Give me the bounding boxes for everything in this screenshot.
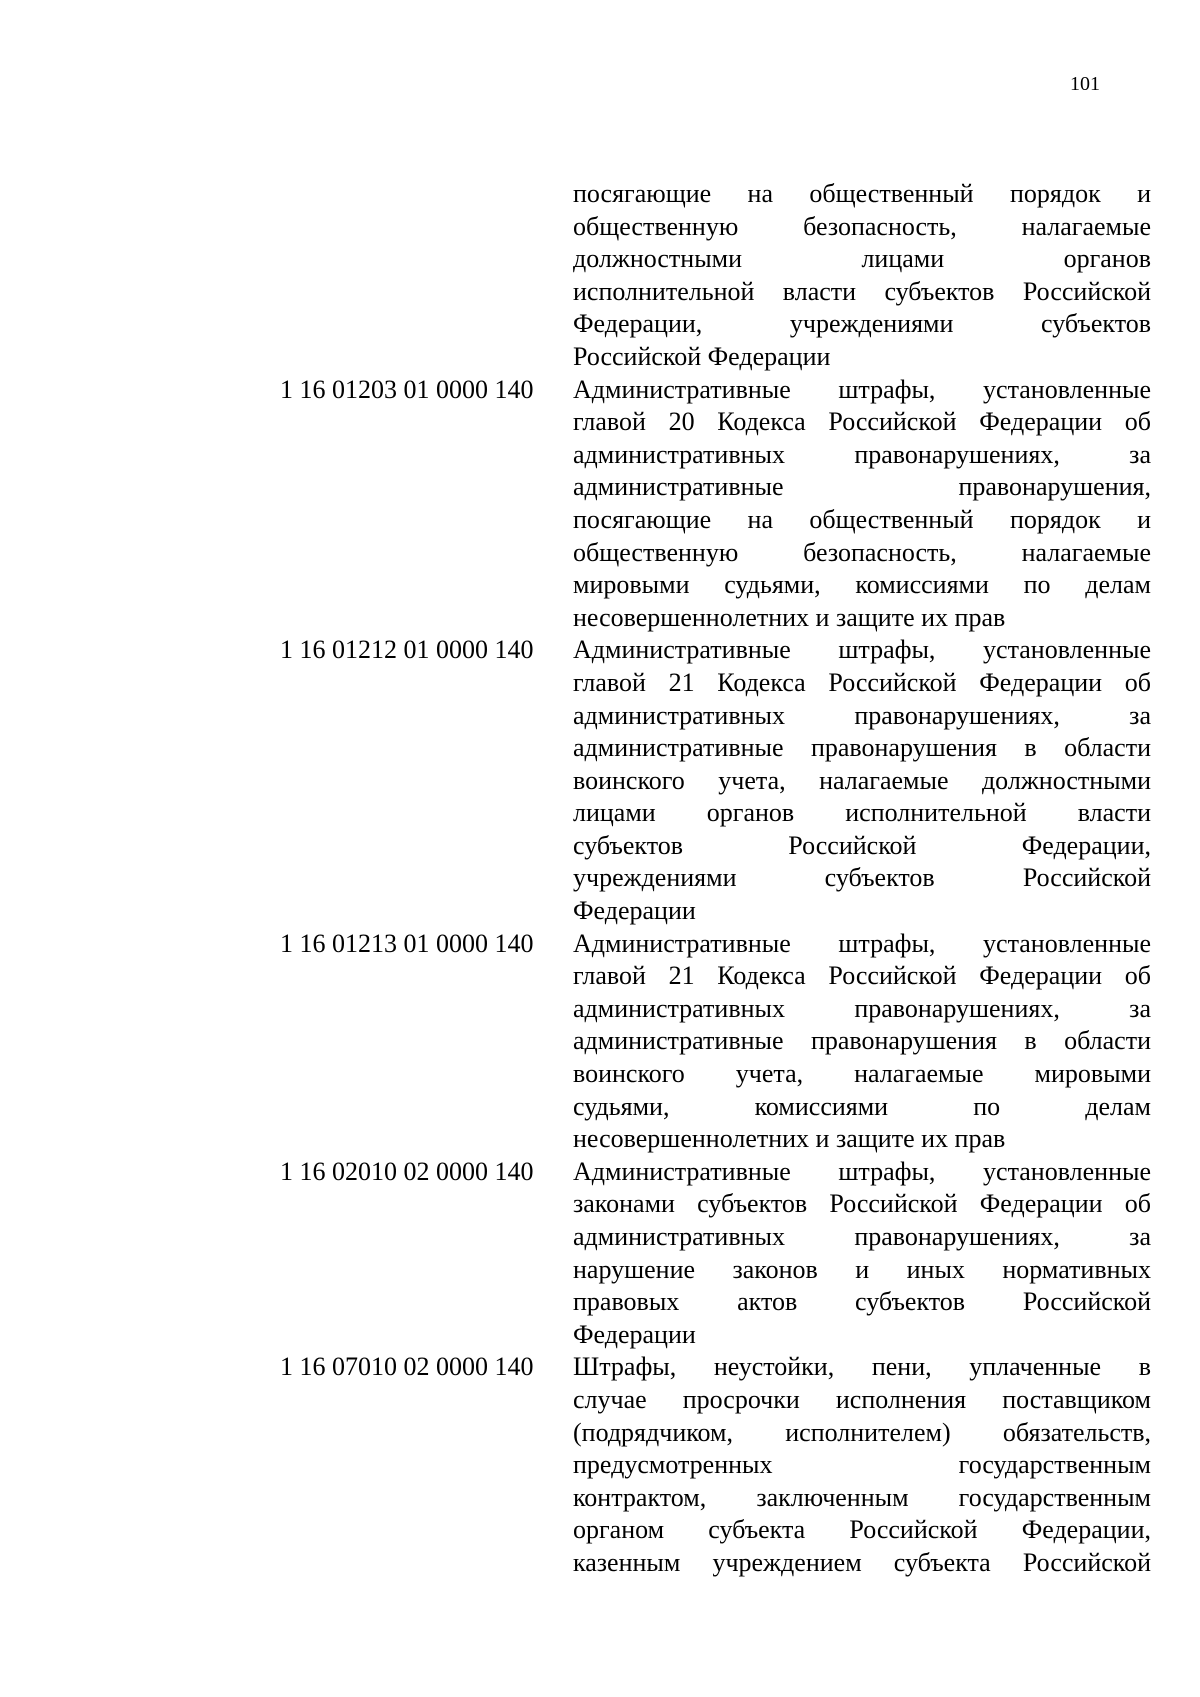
description-line: должностными лицами органов [573, 244, 1151, 274]
description-line: воинского учета, налагаемые должностными [573, 765, 1151, 795]
description-line: органом субъекта Российской Федерации, [573, 1515, 1151, 1545]
description-line: законами субъектов Российской Федерации об [573, 1189, 1151, 1219]
description-line: субъектов Российской Федерации, [573, 830, 1151, 860]
table-row [280, 374, 1160, 635]
row-code: 1 16 02010 02 0000 140 [280, 1156, 534, 1186]
description-line: административных правонарушениях, за [573, 993, 1151, 1023]
description-line: Российской Федерации [573, 341, 831, 371]
description-line: административных правонарушениях, за [573, 700, 1151, 730]
description-line: (подрядчиком, исполнителем) обязательств, [573, 1417, 1151, 1447]
table-row [280, 928, 1160, 1156]
description-line: контрактом, заключенным государственным [573, 1482, 1151, 1512]
description-line: казенным учреждением субъекта Российской [573, 1547, 1151, 1577]
row-description [573, 1351, 1151, 1579]
row-description [573, 634, 1151, 927]
row-code: 1 16 07010 02 0000 140 [280, 1352, 534, 1382]
row-description [573, 1156, 1151, 1352]
description-line: Административные штрафы, установленные [573, 374, 1151, 404]
description-line: случае просрочки исполнения поставщиком [573, 1384, 1151, 1414]
description-line: Штрафы, неустойки, пени, уплаченные в [573, 1352, 1151, 1382]
description-line: лицами органов исполнительной власти [573, 798, 1151, 828]
row-code: 1 16 01212 01 0000 140 [280, 635, 534, 665]
description-line: общественную безопасность, налагаемые [573, 211, 1151, 241]
description-line: Федерации [573, 1319, 696, 1349]
description-line: посягающие на общественный порядок и [573, 179, 1151, 208]
description-line: предусмотренных государственным [573, 1450, 1151, 1480]
description-line: административные правонарушения, [573, 472, 1151, 502]
table-row [280, 178, 1160, 374]
description-line: Административные штрафы, установленные [573, 928, 1151, 958]
description-line: административных правонарушениях, за [573, 439, 1151, 469]
classification-table [280, 178, 1160, 1580]
description-line: воинского учета, налагаемые мировыми [573, 1059, 1151, 1089]
description-line: исполнительной власти субъектов Российской [573, 276, 1151, 306]
row-description [573, 374, 1151, 635]
description-line: главой 21 Кодекса Российской Федерации об [573, 667, 1151, 697]
table-row [280, 634, 1160, 927]
page-number: 101 [1070, 73, 1100, 95]
description-line: несовершеннолетних и защите их прав [573, 602, 1006, 632]
description-line: административных правонарушениях, за [573, 1222, 1151, 1251]
description-line: Административные штрафы, установленные [573, 1156, 1151, 1186]
description-line: посягающие на общественный порядок и [573, 504, 1151, 534]
description-line: Административные штрафы, установленные [573, 635, 1151, 665]
description-line: учреждениями субъектов Российской [573, 863, 1151, 893]
table-row [280, 1156, 1160, 1352]
description-line: общественную безопасность, налагаемые [573, 537, 1151, 567]
description-line: административные правонарушения в области [573, 1026, 1151, 1056]
description-line: несовершеннолетних и защите их прав [573, 1124, 1006, 1154]
description-line: судьями, комиссиями по делам [573, 1091, 1151, 1121]
description-line: главой 20 Кодекса Российской Федерации об [573, 407, 1151, 437]
description-line: главой 21 Кодекса Российской Федерации об [573, 961, 1151, 991]
description-line: Федерации [573, 896, 696, 926]
description-line: правовых актов субъектов Российской [573, 1287, 1151, 1317]
description-line: нарушение законов и иных нормативных [573, 1254, 1151, 1284]
row-code: 1 16 01213 01 0000 140 [280, 928, 534, 958]
description-line: административные правонарушения в области [573, 733, 1151, 763]
row-description [573, 178, 1151, 374]
table-row [280, 1351, 1160, 1579]
description-line: Федерации, учреждениями субъектов [573, 309, 1151, 339]
row-code: 1 16 01203 01 0000 140 [280, 374, 534, 404]
row-description [573, 928, 1151, 1156]
description-line: мировыми судьями, комиссиями по делам [573, 570, 1151, 600]
